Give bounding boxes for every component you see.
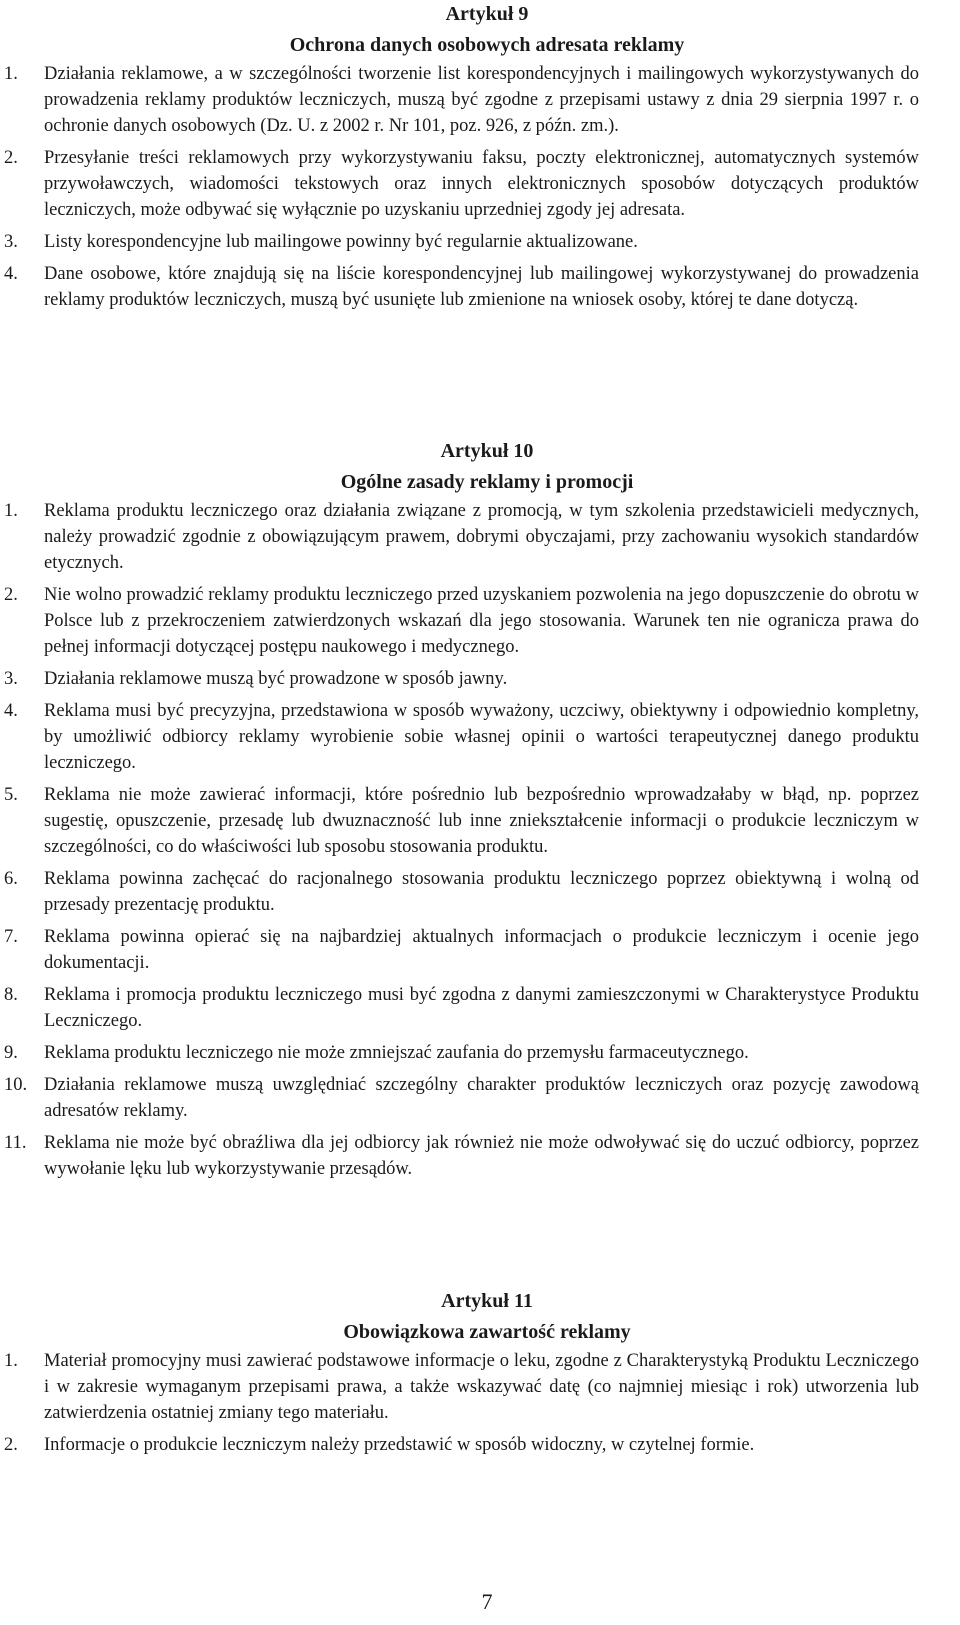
item-text: Przesyłanie treści reklamowych przy wykorzystywaniu faksu, poczty elektronicznej, automatycznych systemów przywoławczych, wiadomości tekstowych oraz innych elektronicznych sposobów dotyczących produktów leczniczych, może odbywać się wyłącznie po uzyskaniu uprzedniej zgody jej adresata. [44, 148, 919, 220]
item-text: Reklama powinna zachęcać do racjonalnego stosowania produktu leczniczego poprzez obiektywną i wolną od przesady prezentację produktu. [44, 869, 919, 915]
item-number: 1. [4, 501, 18, 521]
item-text: Reklama produktu leczniczego oraz działania związane z promocją, w tym szkolenia przedstawicieli medycznych, należy prowadzić zgodnie z obowiązującym prawem, dobrymi obyczajami, przy zachowaniu wysokich standardów etycznych. [44, 501, 919, 573]
list-item [4, 1072, 919, 1124]
article-9 [0, 0, 960, 319]
item-number: 7. [4, 927, 18, 947]
list-item [4, 582, 919, 660]
item-text: Działania reklamowe muszą uwzględniać szczególny charakter produktów leczniczych oraz pozycję zawodową adresatów reklamy. [44, 1075, 919, 1121]
item-text: Reklama nie może być obraźliwa dla jej odbiorcy jak również nie może odwoływać się do uczuć odbiorcy, poprzez wywołanie lęku lub wykorzystywanie przesądów. [44, 1133, 919, 1179]
item-number: 1. [4, 1351, 18, 1371]
item-text: Reklama produktu leczniczego nie może zmniejszać zaufania do przemysłu farmaceutycznego. [44, 1043, 749, 1063]
item-text: Informacje o produkcie leczniczym należy przedstawić w sposób widoczny, w czytelnej formie. [44, 1435, 755, 1455]
article-number: Artykuł 11 [441, 1290, 533, 1312]
list-item [4, 1348, 919, 1426]
item-text: Reklama nie może zawierać informacji, które pośrednio lub bezpośrednio wprowadzałaby w błąd, np. poprzez sugestię, opuszczenie, przesadę lub dwuznaczność lub inne zniekształcenie informacji o produkcie leczniczym w szczególności, co do właściwości lub sposobu stosowania produktu. [44, 785, 919, 857]
article-title: Obowiązkowa zawartość reklamy [343, 1321, 631, 1343]
list-item [4, 229, 919, 255]
article-10 [0, 437, 960, 1188]
item-number: 2. [4, 585, 18, 605]
article-number: Artykuł 9 [445, 3, 529, 25]
item-text: Reklama powinna opierać się na najbardziej aktualnych informacjach o produkcie leczniczym i ocenie jego dokumentacji. [44, 927, 919, 973]
list-item [4, 1040, 919, 1066]
item-text: Materiał promocyjny musi zawierać podstawowe informacje o leku, zgodne z Charakterystyką Produktu Leczniczego i w zakresie wymaganym przepisami prawa, a także wskazywać datę (co najmniej miesiąc i rok) utworzenia lub zatwierdzenia ostatniej zmiany tego materiału. [44, 1351, 919, 1423]
list-item [4, 782, 919, 860]
list-item [4, 866, 919, 918]
item-number: 1. [4, 64, 18, 84]
item-number: 4. [4, 701, 18, 721]
article-items [0, 498, 960, 1182]
item-number: 11. [4, 1133, 27, 1153]
item-number: 3. [4, 669, 18, 689]
list-item [4, 982, 919, 1034]
list-item [4, 666, 919, 692]
item-number: 9. [4, 1043, 18, 1063]
item-number: 6. [4, 869, 18, 889]
list-item [4, 1432, 919, 1458]
article-title: Ochrona danych osobowych adresata reklamy [289, 34, 685, 56]
item-number: 2. [4, 148, 18, 168]
item-number: 3. [4, 232, 18, 252]
article-items [0, 61, 960, 313]
item-text: Nie wolno prowadzić reklamy produktu leczniczego przed uzyskaniem pozwolenia na jego dopuszczenie do obrotu w Polsce lub z przekroczeniem zatwierdzonych wskazań dla jego stosowania. Warunek ten nie ogranicza prawa do pełnej informacji dotyczącej postępu naukowego i medycznego. [44, 585, 919, 657]
item-text: Dane osobowe, które znajdują się na liście korespondencyjnej lub mailingowej wykorzystywanej do prowadzenia reklamy produktów leczniczych, muszą być usunięte lub zmienione na wniosek osoby, której te dane dotyczą. [44, 264, 919, 310]
item-number: 8. [4, 985, 18, 1005]
item-text: Listy korespondencyjne lub mailingowe powinny być regularnie aktualizowane. [44, 232, 638, 252]
list-item [4, 61, 919, 139]
list-item [4, 698, 919, 776]
list-item [4, 145, 919, 223]
item-text: Działania reklamowe, a w szczególności tworzenie list korespondencyjnych i mailingowych wykorzystywanych do prowadzenia reklamy produktów leczniczych, muszą być zgodne z przepisami ustawy z dnia 29 sierpnia 1997 r. o ochronie danych osobowych (Dz. U. z 2002 r. Nr 101, poz. 926, z późn. zm.). [44, 64, 919, 136]
item-number: 5. [4, 785, 18, 805]
item-number: 4. [4, 264, 18, 284]
list-item [4, 498, 919, 576]
article-items [0, 1348, 960, 1458]
page-number: 7 [481, 1589, 493, 1614]
article-11 [0, 1287, 960, 1464]
item-text: Reklama i promocja produktu leczniczego musi być zgodna z danymi zamieszczonymi w Charakterystyce Produktu Leczniczego. [44, 985, 919, 1031]
item-number: 10. [4, 1075, 28, 1095]
item-text: Działania reklamowe muszą być prowadzone w sposób jawny. [44, 669, 508, 689]
item-text: Reklama musi być precyzyjna, przedstawiona w sposób wyważony, uczciwy, obiektywny i odpowiednio kompletny, by umożliwić odbiorcy reklamy wyrobienie sobie własnej opinii o wartości terapeutycznej danego produktu leczniczego. [44, 701, 919, 773]
list-item [4, 261, 919, 313]
article-title: Ogólne zasady reklamy i promocji [340, 471, 634, 493]
list-item [4, 1130, 919, 1182]
article-number: Artykuł 10 [440, 440, 534, 462]
item-number: 2. [4, 1435, 18, 1455]
list-item [4, 924, 919, 976]
